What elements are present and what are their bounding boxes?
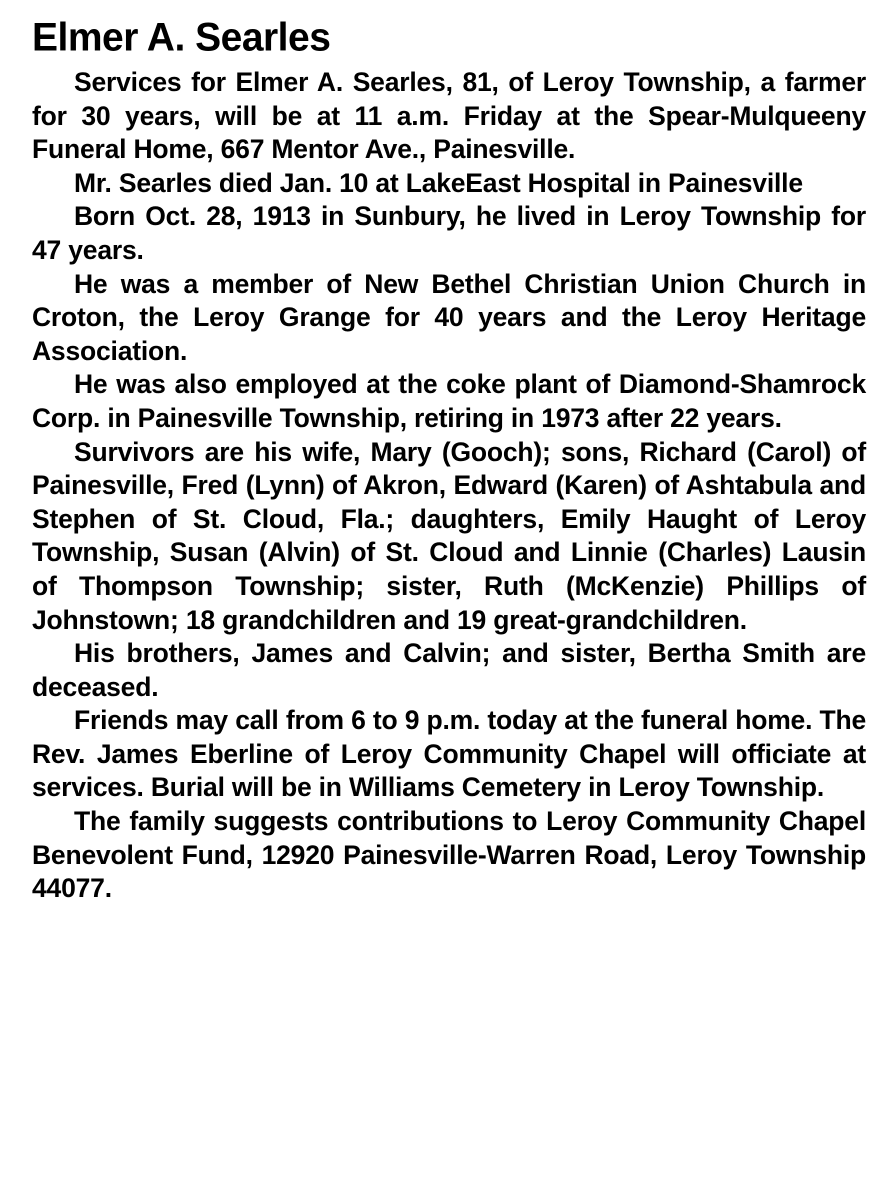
paragraph-death: Mr. Searles died Jan. 10 at LakeEast Hospital in Painesville (74, 167, 803, 198)
paragraph-visitation: Friends may call from 6 to 9 p.m. today at the funeral home. The Rev. James Eberline of Leroy Community Chapel will officiate at services. Burial will be in Williams Cemetery in Leroy Township. (32, 705, 866, 803)
paragraph-deceased-relatives: His brothers, James and Calvin; and sister, Bertha Smith are deceased. (32, 638, 866, 702)
obituary-clipping (32, 16, 866, 906)
paragraph-services: Services for Elmer A. Searles, 81, of Leroy Township, a farmer for 30 years, will be at 11 a.m. Friday at the Spear-Mulqueeny Funeral Home, 667 Mentor Ave., Painesville. (32, 67, 866, 165)
paragraph-memberships: He was a member of New Bethel Christian Union Church in Croton, the Leroy Grange for 40 years and the Leroy Heritage Association. (32, 268, 866, 366)
obituary-headline: Elmer A. Searles (32, 16, 331, 60)
paragraph-survivors: Survivors are his wife, Mary (Gooch); sons, Richard (Carol) of Painesville, Fred (Lynn) of Akron, Edward (Karen) of Ashtabula and Stephen of St. Cloud, Fla.; daughters, Emily Haught of Leroy Township, Susan (Alvin) of St. Cloud and Linnie (Charles) Lausin of Thompson Township; sister, Ruth (McKenzie) Phillips of Johnstown; 18 grandchildren and 19 great-grandchildren. (32, 436, 866, 635)
paragraph-contributions: The family suggests contributions to Leroy Community Chapel Benevolent Fund, 12920 Painesville-Warren Road, Leroy Township 44077. (32, 806, 866, 904)
paragraph-birth: Born Oct. 28, 1913 in Sunbury, he lived in Leroy Township for 47 years. (32, 201, 866, 265)
paragraph-employment: He was also employed at the coke plant of Diamond-Shamrock Corp. in Painesville Township, retiring in 1973 after 22 years. (32, 369, 866, 433)
